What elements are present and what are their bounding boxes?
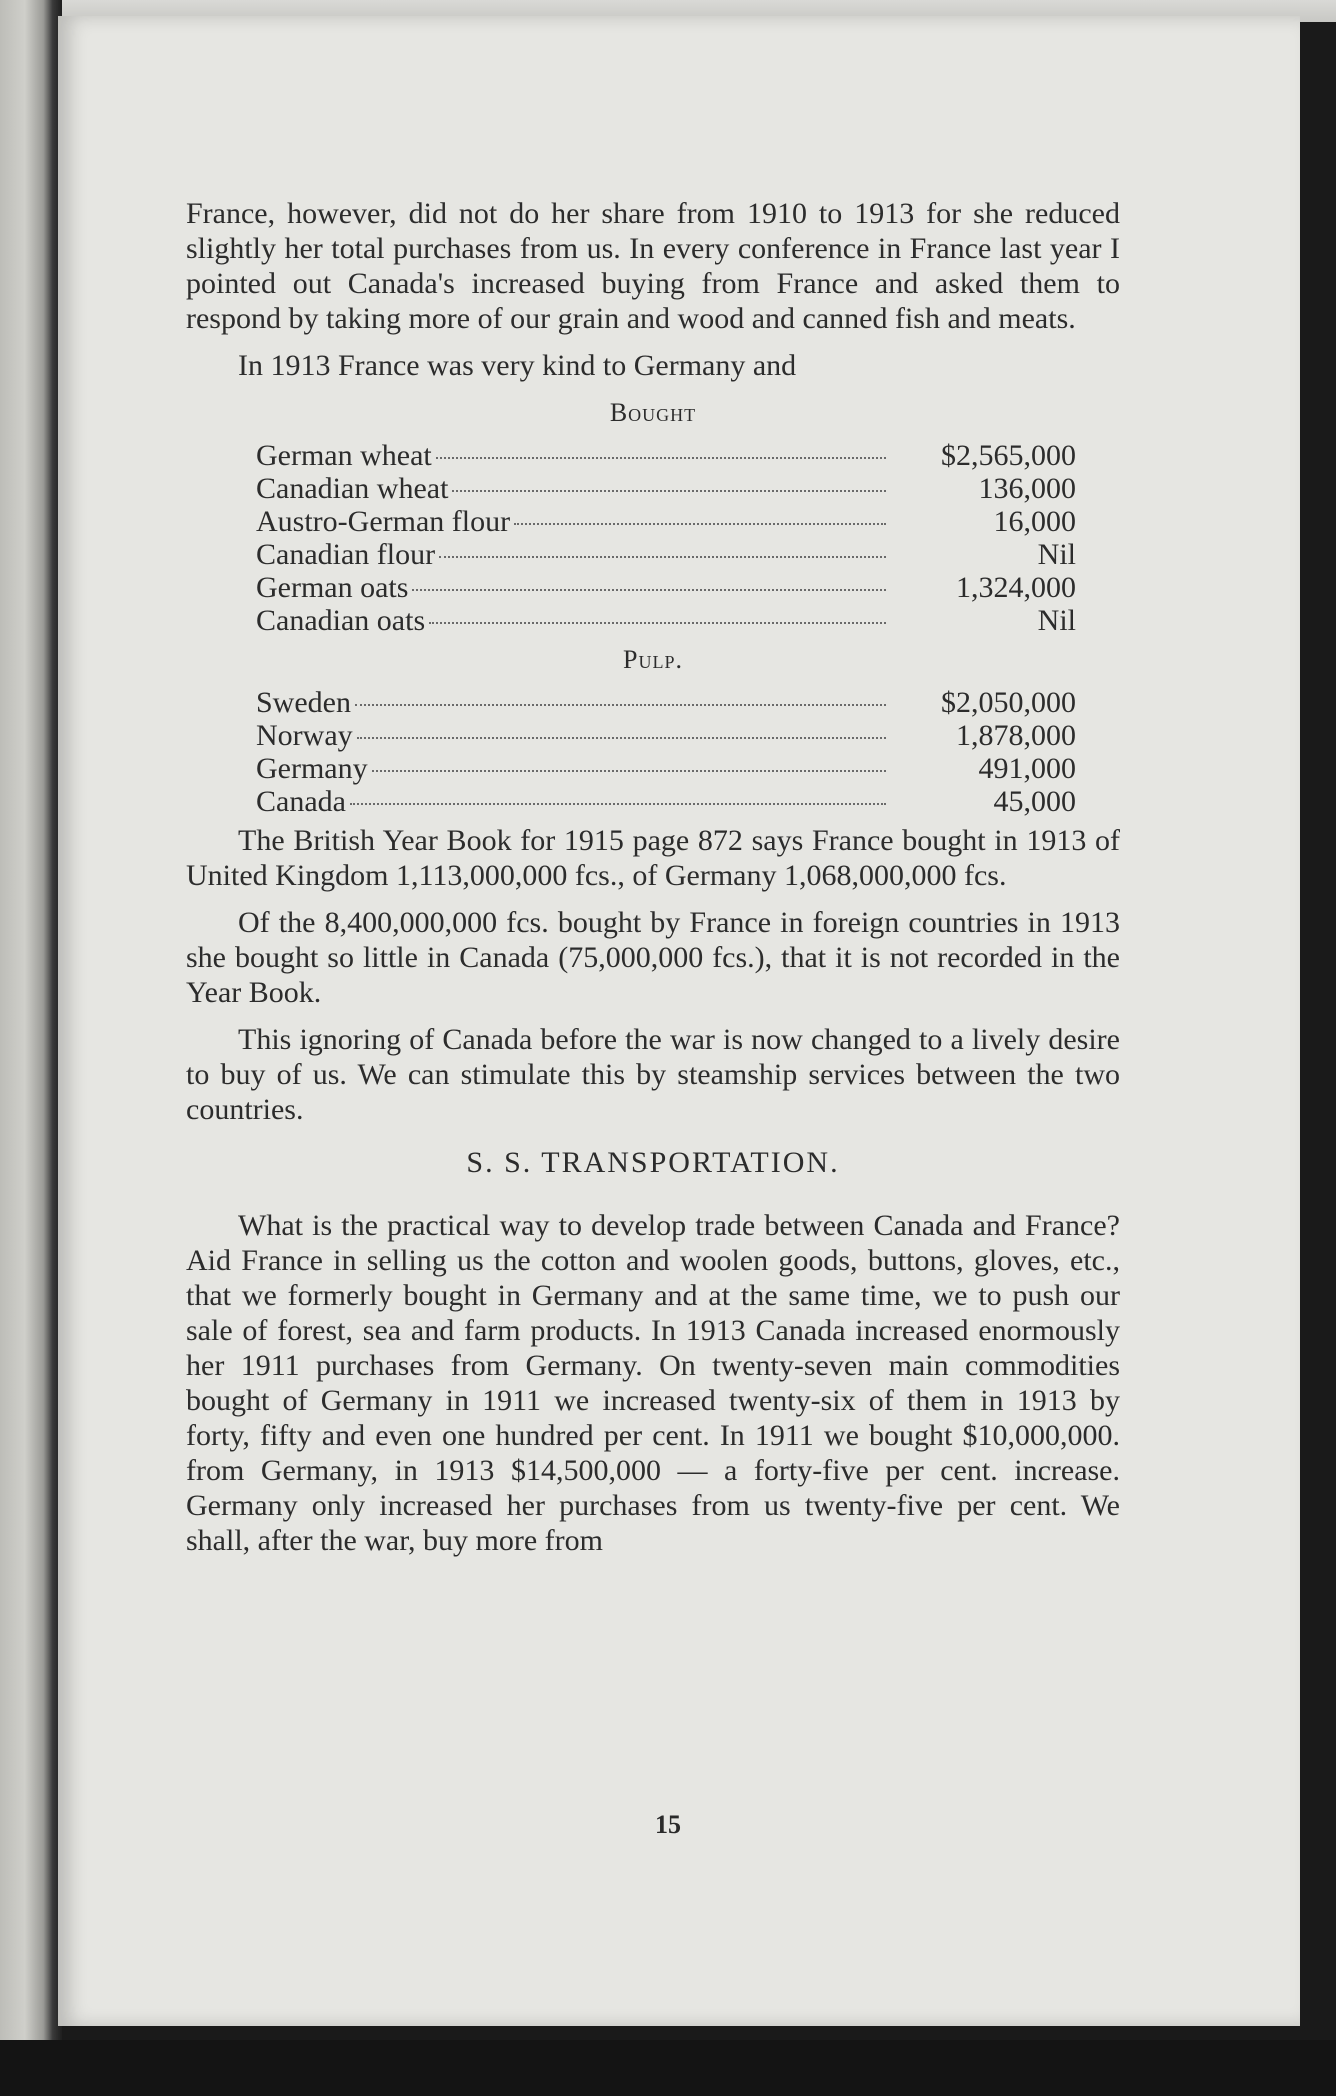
table-row (256, 438, 1076, 471)
table-row (256, 718, 1076, 751)
row-label: Canadian oats (256, 604, 426, 637)
page-number: 15 (655, 1810, 681, 1839)
leader-dots (429, 622, 886, 624)
paragraph-british-year-book: The British Year Book for 1915 page 872 says France bought in 1913 of United Kingdom 1,113,000,000 fcs., of Germany 1,068,000,000 fcs. (186, 824, 1120, 892)
table-row (256, 603, 1076, 636)
leader-dots (355, 704, 886, 706)
bought-table (256, 438, 1076, 636)
row-value: 491,000 (978, 752, 1076, 785)
row-value: 136,000 (978, 472, 1076, 505)
table-row (256, 471, 1076, 504)
row-label: Canadian wheat (256, 472, 449, 505)
row-value: $2,050,000 (941, 686, 1076, 719)
row-value: Nil (1037, 538, 1076, 571)
leader-dots (357, 737, 886, 739)
row-value: 16,000 (993, 505, 1076, 538)
table-row (256, 537, 1076, 570)
leader-dots (350, 803, 886, 805)
row-label: Canada (256, 785, 346, 818)
table-row (256, 685, 1076, 718)
paragraph-practical-way: What is the practical way to develop trade between Canada and France? Aid France in selling us the cotton and woolen goods, buttons, gloves, etc., that we formerly bought in Germany and at the same time, we to push our sale of forest, sea and farm products. In 1913 Canada increased enormously her 1911 purchases from Germany. On twenty-seven main commodities bought of Germany in 1911 we increased twenty-six of them in 1913 by forty, fifty and even one hundred per cent. In 1911 we bought $10,000,000. from Germany, in 1913 $14,500,000 — a forty-five per cent. increase. Germany only increased her purchases from us twenty-five per cent. We shall, after the war, buy more from (186, 1209, 1120, 1557)
leader-dots (514, 523, 886, 525)
section-heading: S. S. TRANSPORTATION. (466, 1146, 840, 1179)
row-label: Austro-German flour (256, 505, 511, 538)
row-value: 1,878,000 (956, 719, 1076, 752)
row-value: 45,000 (993, 785, 1076, 818)
pulp-table (256, 685, 1076, 817)
book-binding (0, 0, 62, 2096)
page-body (186, 196, 1120, 1570)
row-value: 1,324,000 (956, 571, 1076, 604)
row-value: $2,565,000 (941, 439, 1076, 472)
leader-dots (452, 490, 886, 492)
row-label: Canadian flour (256, 538, 436, 571)
paragraph-kind-to-germany: In 1913 France was very kind to Germany and (238, 349, 797, 382)
pulp-heading: Pulp. (623, 645, 683, 674)
row-label: German wheat (256, 439, 432, 472)
leader-dots (436, 457, 886, 459)
row-label: German oats (256, 571, 409, 604)
leader-dots (412, 589, 886, 591)
table-row (256, 784, 1076, 817)
paragraph-ignoring-canada: This ignoring of Canada before the war is now changed to a lively desire to buy of us. We can stimulate this by steamship services between the two countries. (186, 1023, 1120, 1126)
scan-background-bottom (0, 2040, 1336, 2096)
bought-heading: Bought (609, 398, 697, 427)
leader-dots (372, 770, 886, 772)
table-row (256, 751, 1076, 784)
row-label: Sweden (256, 686, 351, 719)
paragraph-foreign-purchases: Of the 8,400,000,000 fcs. bought by France in foreign countries in 1913 she bought so little in Canada (75,000,000 fcs.), that it is not recorded in the Year Book. (186, 906, 1120, 1009)
row-label: Germany (256, 752, 368, 785)
row-label: Norway (256, 719, 353, 752)
table-row (256, 504, 1076, 537)
row-value: Nil (1037, 604, 1076, 637)
table-row (256, 570, 1076, 603)
paragraph-france-share: France, however, did not do her share from 1910 to 1913 for she reduced slightly her total purchases from us. In every conference in France last year I pointed out Canada's increased buying from France and asked them to respond by taking more of our grain and wood and canned fish and meats. (186, 197, 1120, 335)
leader-dots (439, 556, 886, 558)
